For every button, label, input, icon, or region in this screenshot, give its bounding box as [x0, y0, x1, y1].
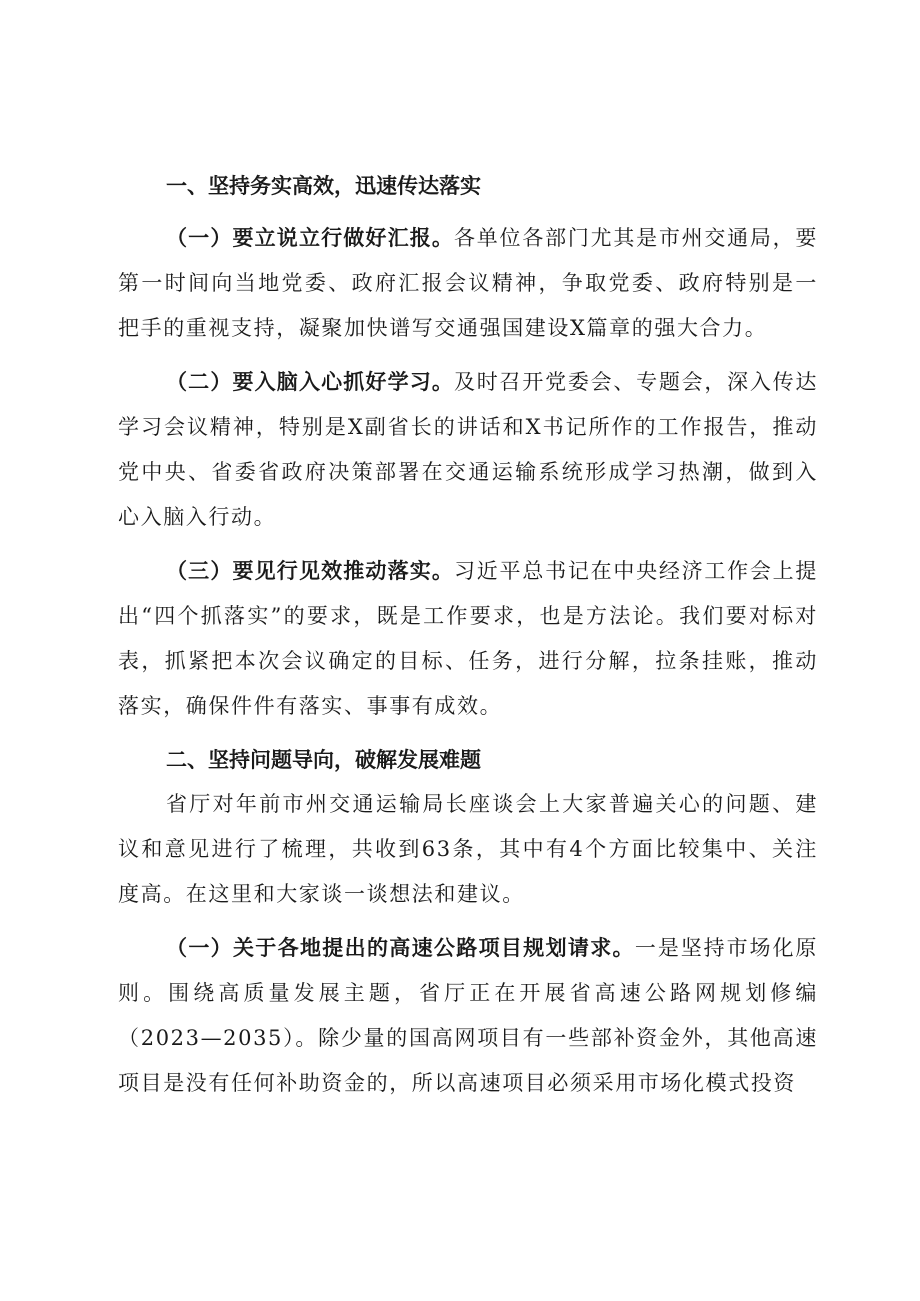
document-body: [118, 164, 818, 1106]
paragraph-study: [118, 360, 818, 540]
paragraph-lead: （二）要入脑入心抓好学习。: [166, 370, 455, 394]
paragraph-lead: （三）要见行见效推动落实。: [166, 559, 455, 583]
paragraph-highway: [118, 926, 818, 1106]
paragraph-report: [118, 216, 818, 351]
paragraph-text: 各单位各部门尤其是市州交通局，要第一时间向当地党委、政府汇报会议精神，争取党委、政府特别是一把手的重视支持，凝聚加快谱写交通强国建设X篇章的强大合力。: [118, 226, 818, 340]
paragraph-lead: （一）关于各地提出的高速公路项目规划请求。: [166, 936, 635, 960]
paragraph-text: 一是坚持市场化原则。围绕高质量发展主题，省厅正在开展省高速公路网规划修编（2023—2035）。除少量的国高网项目有一些部补资金外，其他高速项目是没有任何补助资金的，所以高速项目必须采用市场化模式投资: [118, 936, 818, 1095]
paragraph-text: 习近平总书记在中央经济工作会上提出“四个抓落实”的要求，既是工作要求，也是方法论。我们要对标对表，抓紧把本次会议确定的目标、任务，进行分解，拉条挂账，推动落实，确保件件有落实、事事有成效。: [118, 559, 818, 718]
paragraph-lead: （一）要立说立行做好汇报。: [166, 226, 455, 250]
paragraph-text: 及时召开党委会、专题会，深入传达学习会议精神，特别是X副省长的讲话和X书记所作的工作报告，推动党中央、省委省政府决策部署在交通运输系统形成学习热潮，做到入心入脑入行动。: [118, 370, 818, 529]
paragraph-intro: 省厅对年前市州交通运输局长座谈会上大家普遍关心的问题、建议和意见进行了梳理，共收到63条，其中有4个方面比较集中、关注度高。在这里和大家谈一谈想法和建议。: [118, 792, 818, 906]
paragraph-implement: [118, 549, 818, 729]
section-heading-2: 二、坚持问题导向，破解发展难题: [166, 748, 481, 772]
section-heading-1: 一、坚持务实高效，迅速传达落实: [166, 174, 481, 198]
